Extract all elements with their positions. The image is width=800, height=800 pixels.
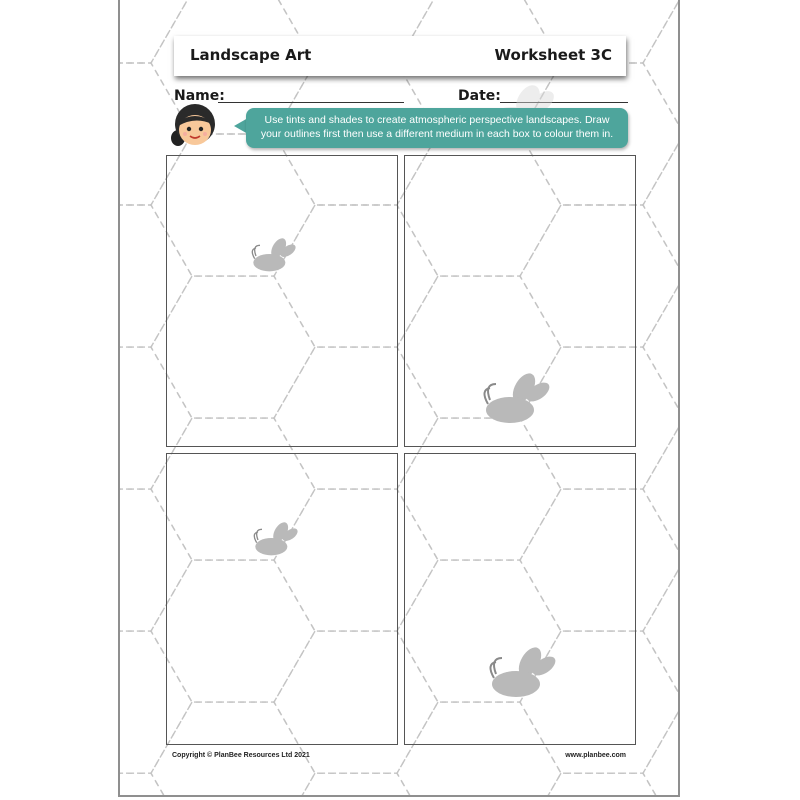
date-label: Date: <box>458 88 501 104</box>
bee-icon <box>240 236 300 280</box>
hexagon-outline <box>643 702 680 797</box>
name-label: Name: <box>174 88 225 104</box>
hexagon-outline <box>643 418 680 560</box>
bee-icon <box>472 644 562 710</box>
name-line[interactable] <box>218 102 404 103</box>
girl-character-icon <box>168 102 222 161</box>
copyright-text: Copyright © PlanBee Resources Ltd 2021 <box>172 752 310 759</box>
hexagon-outline <box>643 560 680 702</box>
header-banner <box>174 36 626 76</box>
worksheet-number: Worksheet 3C <box>494 46 612 64</box>
bee-icon <box>242 520 302 564</box>
website-link[interactable]: www.planbee.com <box>565 752 626 759</box>
hexagon-outline <box>274 773 438 797</box>
worksheet-page <box>118 0 680 797</box>
hexagon-outline <box>643 276 680 418</box>
drawing-box-1[interactable] <box>166 155 398 447</box>
drawing-box-3[interactable] <box>166 453 398 745</box>
hexagon-outline <box>120 773 192 797</box>
worksheet-title: Landscape Art <box>190 46 312 64</box>
hexagon-outline <box>520 773 680 797</box>
hexagon-outline <box>643 134 680 276</box>
instructions-bubble <box>246 108 628 148</box>
bee-icon <box>466 370 556 436</box>
hexagon-outline <box>643 0 680 134</box>
instructions-text: Use tints and shades to create atmospheric perspective landscapes. Draw your outlines first then use a different medium in each box to colour them in. <box>260 114 614 140</box>
